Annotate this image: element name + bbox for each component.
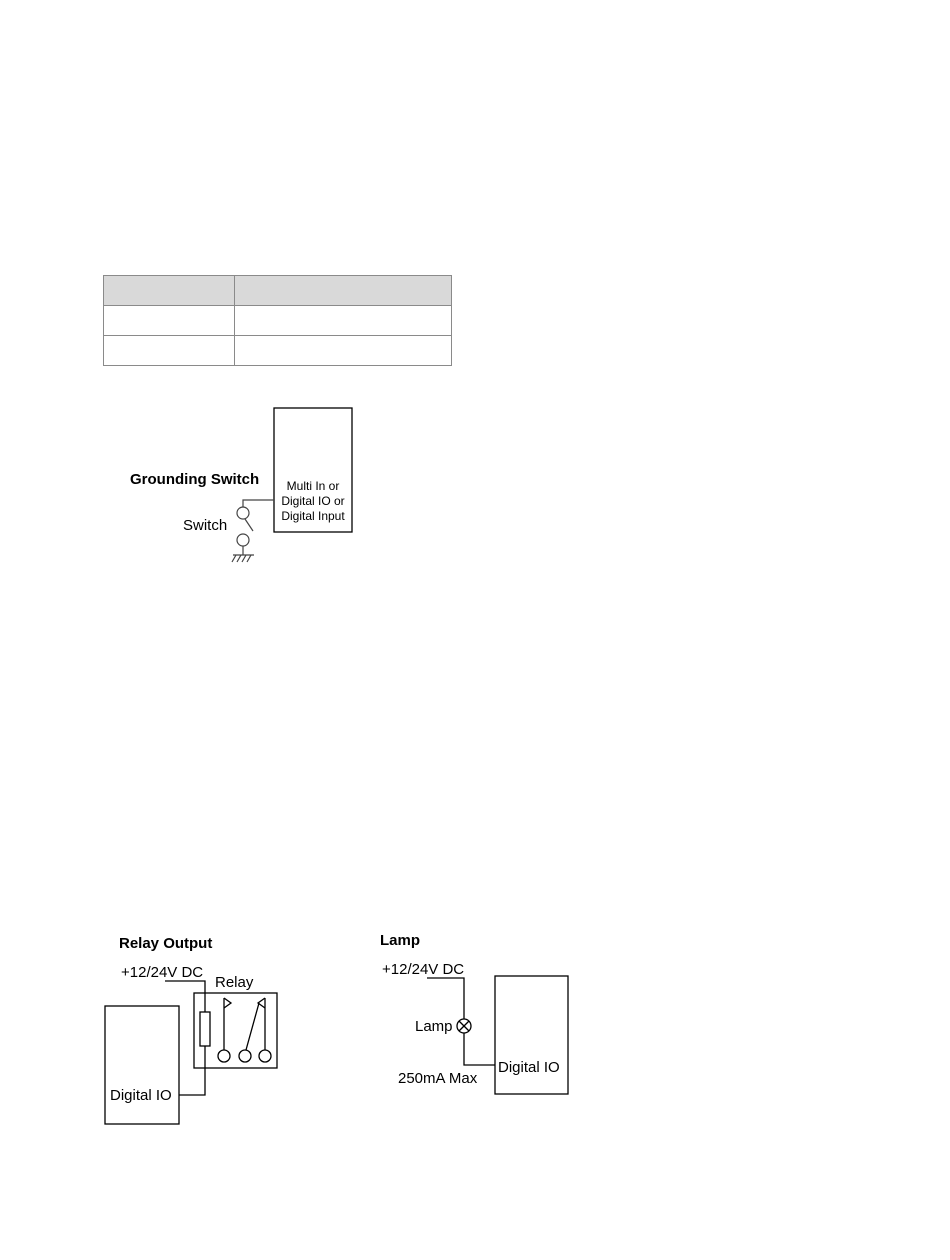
- relay-coil-icon: [200, 1012, 210, 1046]
- grounding-switch-title: Grounding Switch: [130, 471, 260, 488]
- lamp-supply-wire: [427, 978, 464, 1019]
- grounding-switch-diagram: [130, 408, 352, 562]
- relay-digital-io-label: Digital IO: [110, 1087, 172, 1104]
- multi-in-box-label-2: Digital IO or: [281, 494, 345, 508]
- multi-in-box-label-3: Digital Input: [281, 509, 345, 523]
- switch-contact-icon: [237, 534, 249, 546]
- relay-contacts-icon: [218, 998, 271, 1062]
- switch-contact-icon: [237, 507, 249, 519]
- lamp-digital-io-label: Digital IO: [498, 1059, 560, 1076]
- relay-supply-wire: [165, 981, 205, 1012]
- lamp-digital-io-box: [495, 976, 568, 1094]
- lamp-label: Lamp: [415, 1018, 453, 1035]
- switch-lever-icon: [245, 519, 253, 531]
- multi-in-box-label-1: Multi In or: [286, 479, 340, 493]
- switch-wire: [243, 500, 274, 507]
- switch-label: Switch: [183, 517, 228, 534]
- relay-output-title: Relay Output: [119, 935, 213, 952]
- relay-digital-io-box: [105, 1006, 179, 1124]
- relay-output-diagram: [105, 935, 277, 1124]
- lamp-current-label: 250mA Max: [398, 1070, 478, 1087]
- lamp-supply-label: +12/24V DC: [382, 961, 465, 978]
- relay-label: Relay: [215, 974, 254, 991]
- lamp-icon: [457, 1019, 471, 1033]
- lamp-output-wire: [464, 1033, 495, 1065]
- lamp-diagram: [380, 932, 568, 1094]
- relay-coil-wire: [179, 1046, 205, 1095]
- lamp-title: Lamp: [380, 932, 421, 949]
- relay-supply-label: +12/24V DC: [121, 964, 204, 981]
- ground-icon: [232, 555, 254, 562]
